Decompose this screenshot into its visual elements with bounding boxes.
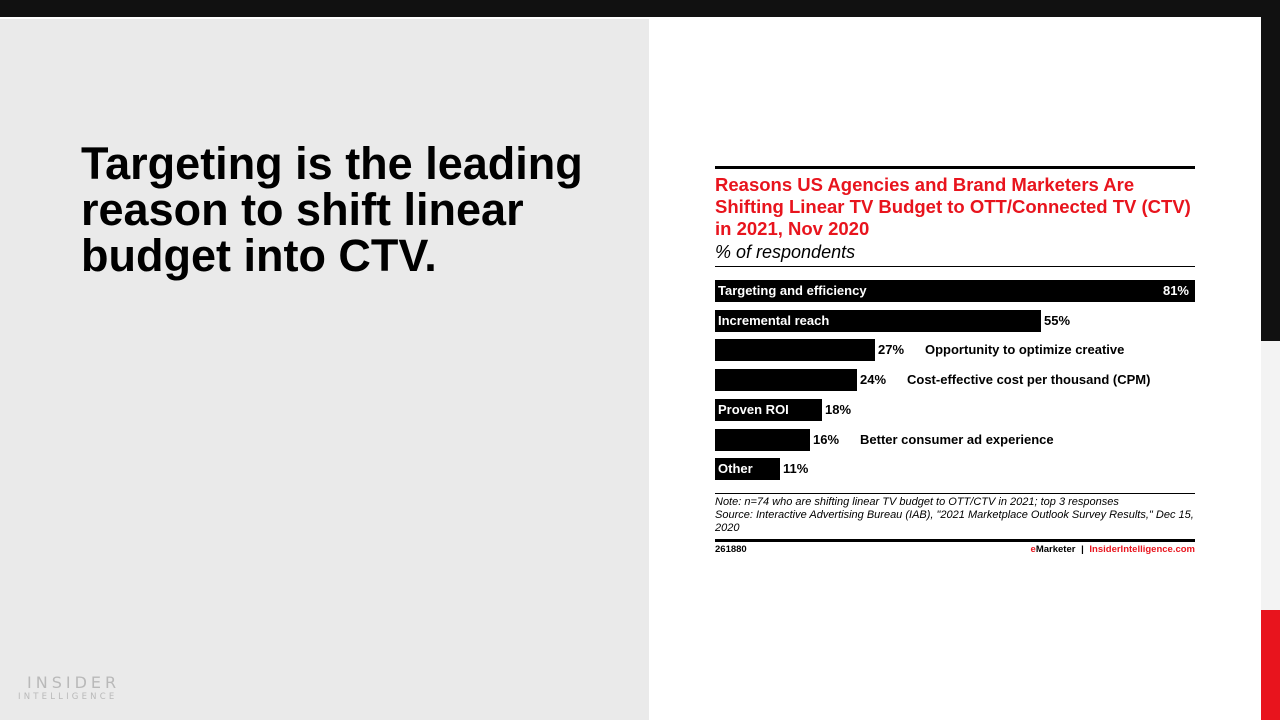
brand-insiderintelligence: InsiderIntelligence.com <box>1089 544 1195 555</box>
bar-category-label: Targeting and efficiency <box>718 283 867 298</box>
edge-strip-red <box>1261 610 1280 720</box>
bar-value-label: 11% <box>783 461 809 476</box>
top-bar <box>0 0 1280 17</box>
bar-category-label: Opportunity to optimize creative <box>925 342 1125 357</box>
chart-plot-area <box>715 166 1195 496</box>
logo-line-2: INTELLIGENCE <box>18 692 118 702</box>
left-panel <box>0 19 649 720</box>
bar-6 <box>715 429 810 451</box>
bar-3 <box>715 339 875 361</box>
chart-source: Source: Interactive Advertising Bureau (IAB), "2021 Marketplace Outlook Survey Results," Dec 15, 2020 <box>715 509 1194 534</box>
chart-id: 261880 <box>715 544 747 555</box>
chart-note: Note: n=74 who are shifting linear TV budget to OTT/CTV in 2021; top 3 responses <box>715 496 1119 508</box>
bar-chart <box>715 166 1195 561</box>
chart-brand: eMarketer | InsiderIntelligence.com <box>1030 544 1195 555</box>
logo-line-1: INSIDER <box>27 673 121 692</box>
brand-emarketer: Marketer <box>1035 544 1076 555</box>
bar-category-label: Other <box>718 461 753 476</box>
insider-intelligence-logo <box>18 674 120 702</box>
chart-title: Reasons US Agencies and Brand Marketers Are Shifting Linear TV Budget to OTT/Connected TV (CTV) in 2021, Nov 2020 <box>715 174 1191 239</box>
bar-value-label: 27% <box>878 342 905 357</box>
bar-value-label: 18% <box>825 402 852 417</box>
edge-strip-light <box>1261 341 1280 610</box>
chart-bottom-rule <box>715 539 1195 542</box>
edge-strip-dark <box>1261 17 1280 341</box>
chart-notes <box>715 496 1195 535</box>
brand-separator: | <box>1081 544 1084 555</box>
chart-subtitle: % of respondents <box>715 242 856 262</box>
bar-category-label: Better consumer ad experience <box>860 432 1054 447</box>
bar-value-label: 81% <box>1162 283 1189 298</box>
bar-category-label: Cost-effective cost per thousand (CPM) <box>907 372 1151 387</box>
bar-value-label: 16% <box>813 432 840 447</box>
bar-category-label: Proven ROI <box>718 402 789 417</box>
slide-headline: Targeting is the leading reason to shift linear budget into CTV. <box>81 138 583 281</box>
chart-note-rule <box>715 493 1195 494</box>
bar-value-label: 55% <box>1044 313 1071 328</box>
bar-category-label: Incremental reach <box>718 313 830 328</box>
bar-value-label: 24% <box>860 372 887 387</box>
bar-4 <box>715 369 857 391</box>
